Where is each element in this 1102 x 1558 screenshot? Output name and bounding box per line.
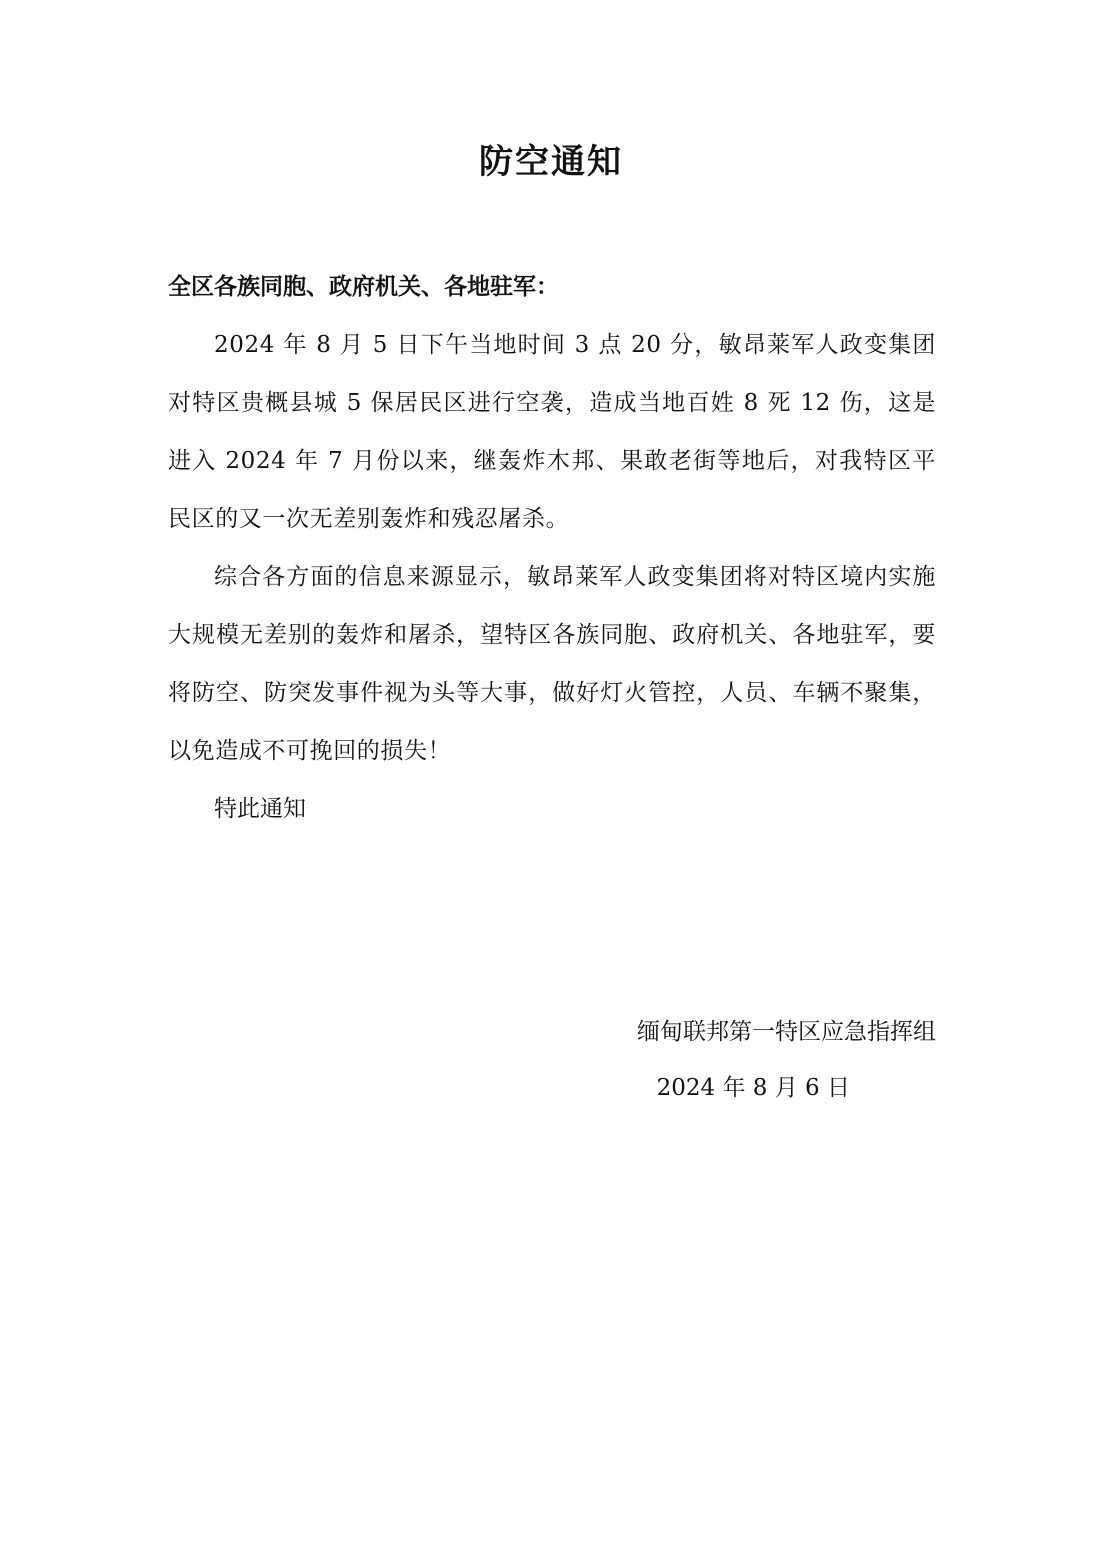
signature-date: 2024 年 8 月 6 日 (656, 1075, 850, 1101)
signature-organization: 缅甸联邦第一特区应急指挥组 (637, 1019, 936, 1045)
paragraph-incident: 2024 年 8 月 5 日下午当地时间 3 点 20 分，敏昂莱军人政变集团对特区贵概县城 5 保居民区进行空袭，造成当地百姓 8 死 12 伤，这是进入 2024 年 7 月份以来，继轰炸木邦、果敢老街等地后，对我特区平民区的又一次无差别轰炸和残忍屠杀。 (168, 332, 936, 532)
salutation: 全区各族同胞、政府机关、各地驻军： (168, 273, 559, 300)
document-title: 防空通知 (479, 142, 623, 182)
document-body (168, 258, 936, 838)
closing-line: 特此通知 (214, 796, 306, 822)
paragraph-warning: 综合各方面的信息来源显示，敏昂莱军人政变集团将对特区境内实施大规模无差别的轰炸和屠杀，望特区各族同胞、政府机关、各地驻军，要将防空、防突发事件视为头等大事，做好灯火管控，人员、车辆不聚集，以免造成不可挽回的损失！ (168, 564, 936, 764)
signature-block (436, 1004, 936, 1116)
